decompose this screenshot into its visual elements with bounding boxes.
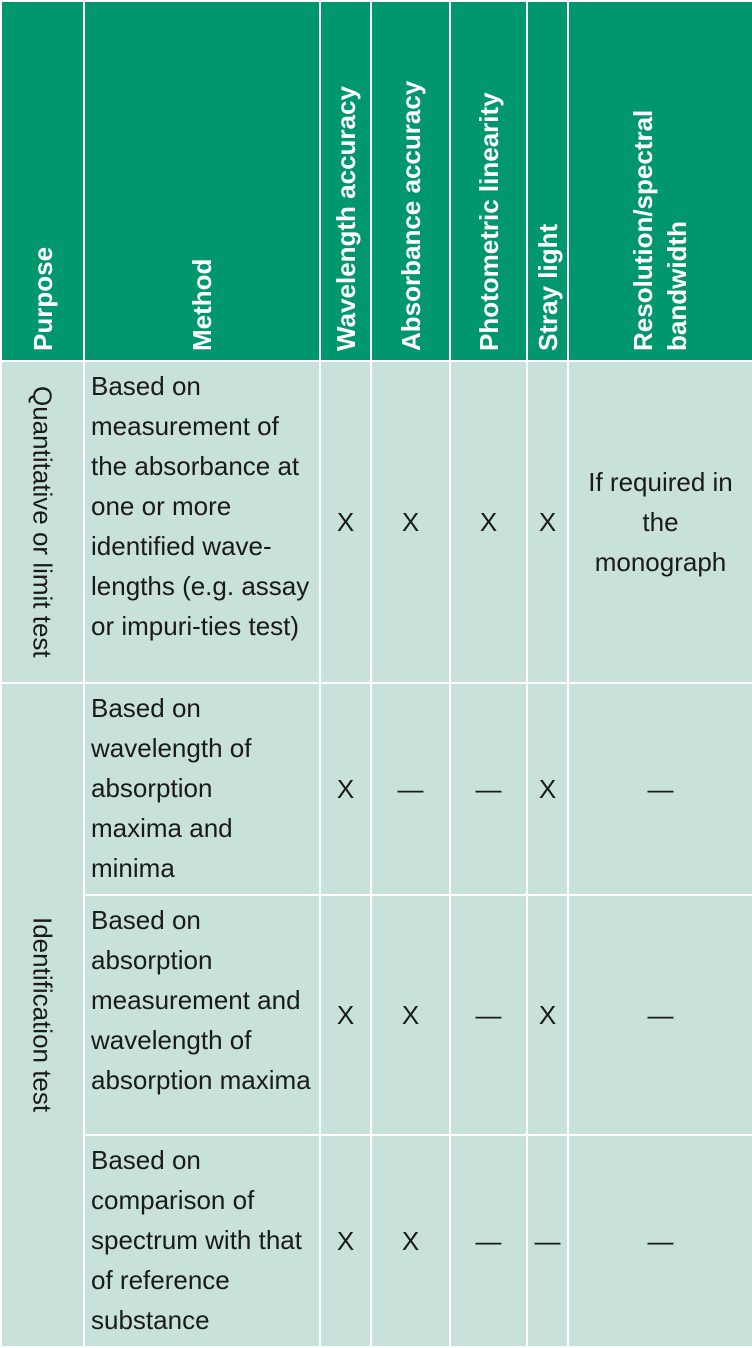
stray-light-cell: — xyxy=(527,1135,568,1347)
header-photometric-linearity-label: Photometric linearity xyxy=(473,92,504,351)
stray-light-cell: X xyxy=(527,683,568,895)
purpose-cell xyxy=(1,683,84,1347)
header-method-label: Method xyxy=(187,258,217,351)
resolution-cell: — xyxy=(568,895,752,1135)
header-row xyxy=(1,1,752,361)
method-cell: Based on comparison of spectrum with that of reference substance xyxy=(84,1135,320,1347)
header-absorbance-accuracy-label: Absorbance accuracy xyxy=(395,80,426,351)
absorbance-accuracy-cell: — xyxy=(371,683,450,895)
wavelength-accuracy-cell: X xyxy=(320,361,371,683)
purpose-cell xyxy=(1,361,84,683)
absorbance-accuracy-cell: X xyxy=(371,895,450,1135)
resolution-cell: — xyxy=(568,683,752,895)
header-stray-light xyxy=(527,1,568,361)
header-purpose xyxy=(1,1,84,361)
header-resolution-label: Resolution/spectral bandwidth xyxy=(627,109,692,351)
wavelength-accuracy-cell: X xyxy=(320,1135,371,1347)
header-photometric-linearity xyxy=(450,1,527,361)
resolution-cell: — xyxy=(568,1135,752,1347)
photometric-linearity-cell: — xyxy=(450,1135,527,1347)
table-row xyxy=(1,1135,752,1347)
header-absorbance-accuracy xyxy=(371,1,450,361)
purpose-label: Identification test xyxy=(27,917,58,1113)
stray-light-cell: X xyxy=(527,895,568,1135)
method-cell: Based on wavelength of absorption maxima and minima xyxy=(84,683,320,895)
absorbance-accuracy-cell: X xyxy=(371,361,450,683)
header-purpose-label: Purpose xyxy=(27,246,58,351)
stray-light-cell: X xyxy=(527,361,568,683)
header-wavelength-accuracy xyxy=(320,1,371,361)
absorbance-accuracy-cell: X xyxy=(371,1135,450,1347)
table-row xyxy=(1,361,752,683)
header-resolution xyxy=(568,1,752,361)
resolution-cell: If required in the monograph xyxy=(568,361,752,683)
method-cell: Based on measurement of the absorbance at one or more identified wave-lengths (e.g. assay or impuri-ties test) xyxy=(84,361,320,683)
table-row xyxy=(1,895,752,1135)
method-cell: Based on absorption measurement and wavelength of absorption maxima xyxy=(84,895,320,1135)
photometric-linearity-cell: — xyxy=(450,683,527,895)
header-stray-light-label: Stray light xyxy=(532,223,563,351)
purpose-label: Quantitative or limit test xyxy=(27,386,58,658)
header-wavelength-accuracy-label: Wavelength accuracy xyxy=(330,86,361,351)
photometric-linearity-cell: X xyxy=(450,361,527,683)
wavelength-accuracy-cell: X xyxy=(320,895,371,1135)
photometric-linearity-cell: — xyxy=(450,895,527,1135)
header-method xyxy=(84,1,320,361)
wavelength-accuracy-cell: X xyxy=(320,683,371,895)
table-row xyxy=(1,683,752,895)
